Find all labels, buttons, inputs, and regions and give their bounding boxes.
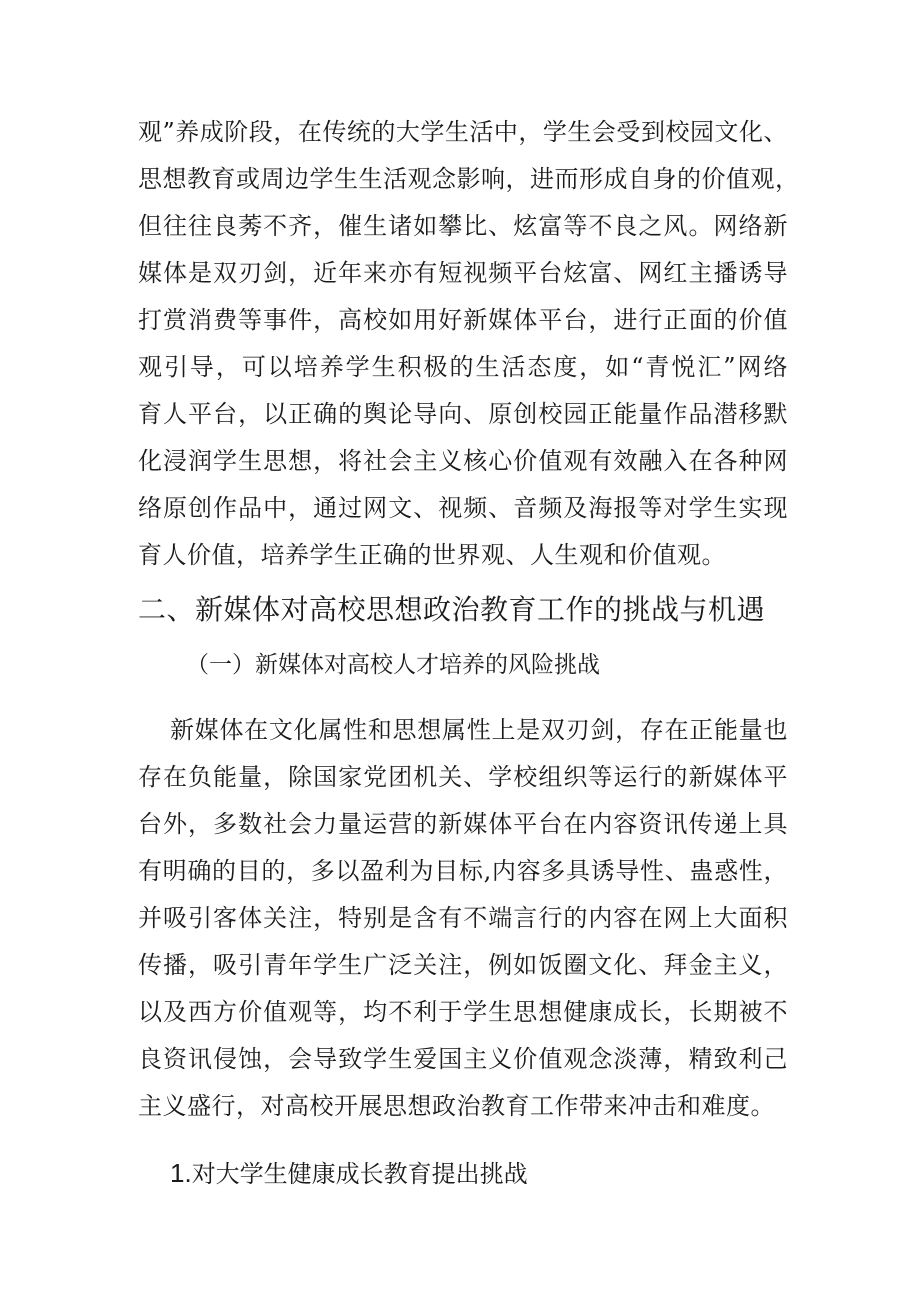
- paragraph-line: 媒体是双刃剑，近年来亦有短视频平台炫富、网红主播诱导: [138, 259, 788, 287]
- paragraph-line: 育人价值，培养学生正确的世界观、人生观和价值观。: [138, 541, 726, 569]
- item-text: 对大学生健康成长教育提出挑战: [191, 1160, 528, 1188]
- paragraph-line: 主义盛行，对高校开展思想政治教育工作带来冲击和难度。: [138, 1092, 775, 1120]
- paragraph-line: 但往往良莠不齐，催生诸如攀比、炫富等不良之风。网络新: [138, 212, 788, 240]
- paragraph-line: 络原创作品中，通过网文、视频、音频及海报等对学生实现: [138, 494, 788, 522]
- paragraph-line: 观引导，可以培养学生积极的生活态度，如“青悦汇”网络: [138, 353, 788, 381]
- paragraph-line: 化浸润学生思想，将社会主义核心价值观有效融入在各种网: [138, 447, 788, 475]
- paragraph-line: 良资讯侵蚀，会导致学生爱国主义价值观念淡薄，精致利己: [138, 1045, 788, 1073]
- paragraph-line: 有明确的目的，多以盈利为目标,内容多具诱导性、蛊惑性，: [138, 857, 788, 885]
- numbered-item: [170, 1158, 528, 1189]
- paragraph-line: 育人平台，以正确的舆论导向、原创校园正能量作品潜移默: [138, 400, 788, 428]
- paragraph-line: 并吸引客体关注，特别是含有不端言行的内容在网上大面积: [138, 904, 788, 932]
- item-number: 1.: [170, 1158, 192, 1188]
- paragraph-line: 新媒体在文化属性和思想属性上是双刃剑，存在正能量也: [170, 716, 788, 744]
- paragraph-line: 观”养成阶段，在传统的大学生活中，学生会受到校园文化、: [138, 118, 788, 146]
- paragraph-line: 存在负能量，除国家党团机关、学校组织等运行的新媒体平: [138, 763, 788, 791]
- paragraph-line: 传播，吸引青年学生广泛关注，例如饭圈文化、拜金主义，: [138, 951, 788, 979]
- paragraph-line: 以及西方价值观等，均不利于学生思想健康成长，长期被不: [138, 998, 788, 1026]
- section-heading: 二、新媒体对高校思想政治教育工作的挑战与机遇: [138, 593, 766, 626]
- paragraph-line: 台外，多数社会力量运营的新媒体平台在内容资讯传递上具: [138, 810, 788, 838]
- paragraph-line: 打赏消费等事件，高校如用好新媒体平台，进行正面的价值: [138, 306, 788, 334]
- paragraph-line: 思想教育或周边学生生活观念影响，进而形成自身的价值观，: [138, 165, 800, 193]
- subsection-heading: （一）新媒体对高校人才培养的风险挑战: [186, 652, 600, 678]
